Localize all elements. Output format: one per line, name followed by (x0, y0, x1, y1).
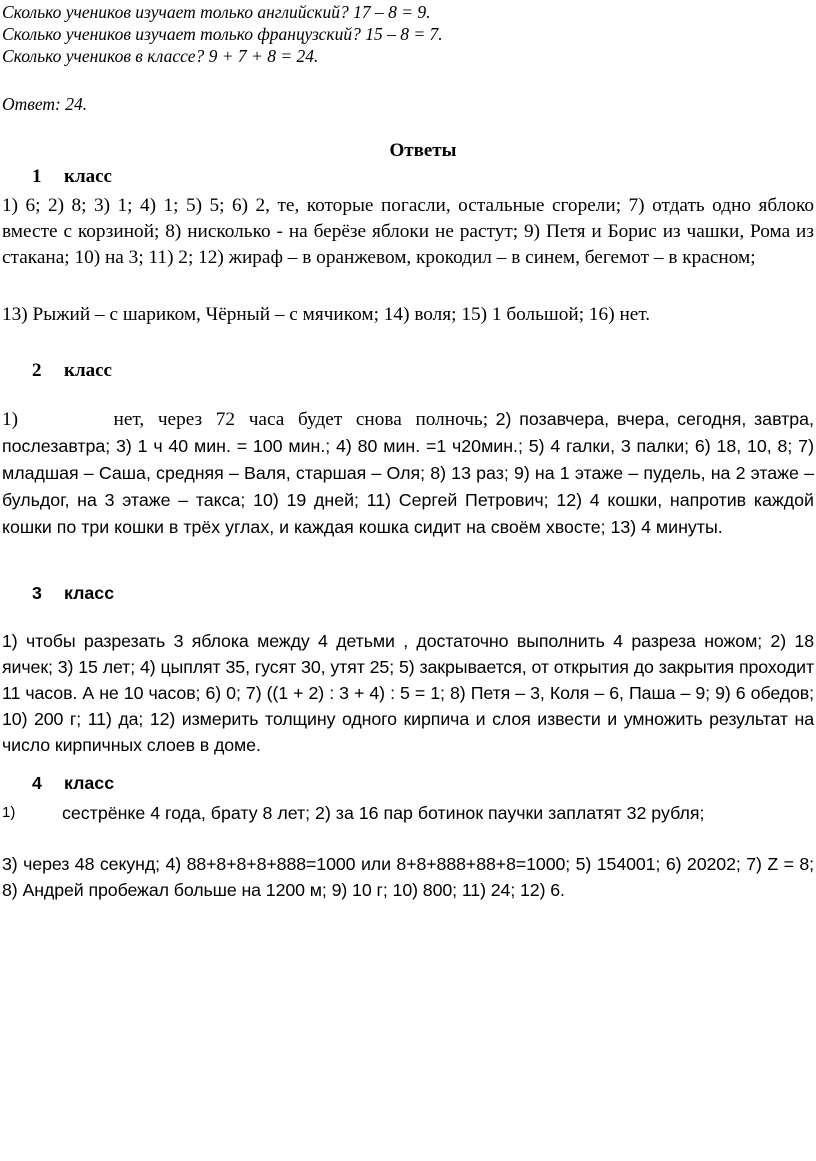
intro-line-3: Сколько учеников в классе? 9 + 7 + 8 = 24. (2, 46, 319, 66)
grade-1-number: 1 (32, 166, 42, 187)
grade-3-answers: 1) чтобы разрезать 3 яблока между 4 детьми , достаточно выполнить 4 разреза ножом; 2) 18 яичек; 3) 15 лет; 4) цыплят 35, гусят 30, утят 25; 5) закрывается, от открытия до закрытия проходит 11 часов. А не 10 часов; 6) 0; 7) ((1 + 2) : 3 + 4) : 5 = 1; 8) Петя – 3, Коля – 6, Паша – 9; 9) 6 обедов; 10) 200 г; 11) да; 12) измерить толщину одного кирпича и слоя извести и умножить результат на число кирпичных слоев в доме. (2, 631, 814, 755)
grade-2-answers (2, 406, 814, 541)
grade-1-answers-cont: 13) Рыжий – с шариком, Чёрный – с мячиком; 14) воля; 15) 1 большой; 16) нет. (2, 304, 651, 325)
grade-4-label: класс (64, 773, 115, 793)
grade-2-label: класс (64, 360, 112, 381)
grade-4-answers: 3) через 48 секунд; 4) 88+8+8+8+888=1000 или 8+8+888+88+8=1000; 5) 154001; 6) 20202; 7) Z = 8; 8) Андрей пробежал больше на 1200 м; 9) 10 г; 10) 800; 11) 24; 12) 6. (2, 854, 814, 900)
grade-4-item-marker: 1) (2, 804, 16, 821)
grade-3-number: 3 (32, 583, 42, 603)
grade-2-number: 2 (32, 360, 42, 381)
grade-2-answer-1: 1) нет, через 72 часа будет снова полночь; (2, 409, 489, 430)
grade-4-item-text: сестрёнке 4 года, брату 8 лет; 2) за 16 пар ботинок паучки заплатят 32 рубля; (62, 803, 705, 823)
grade-4-number: 4 (32, 773, 42, 793)
grade-2-answers-rest: 2) позавчера, вчера, сегодня, завтра, послезавтра; 3) 1 ч 40 мин. = 100 мин.; 4) 80 мин. =1 ч20мин.; 5) 4 галки, 3 палки; 6) 18, 10, 8; 7) младшая – Саша, средняя – Валя, старшая – Оля; 8) 13 раз; 9) на 1 этаже – пудель, на 2 этаже – бульдог, на 3 этаже – такса; 10) 19 дней; 11) Сергей Петрович; 12) 4 кошки, напротив каждой кошки по три кошки в трёх углах, и каждая кошка сидит на своём хвосте; 13) 4 минуты. (2, 409, 814, 537)
grade-1-label: класс (64, 166, 112, 187)
answers-title: Ответы (389, 140, 457, 161)
grade-1-answers: 1) 6; 2) 8; 3) 1; 4) 1; 5) 5; 6) 2, те, которые погасли, остальные сгорели; 7) отдать одно яблоко вместе с корзиной; 8) нисколько - на берёзе яблоки не растут; 9) Петя и Борис из чашки, Рома из стакана; 10) на 3; 11) 2; 12) жираф – в оранжевом, крокодил – в синем, бегемот – в красном; (2, 195, 814, 268)
intro-line-1: Сколько учеников изучает только английский? 17 – 8 = 9. (2, 2, 431, 22)
intro-line-2: Сколько учеников изучает только французский? 15 – 8 = 7. (2, 24, 443, 44)
grade-3-label: класс (64, 583, 115, 603)
intro-answer: Ответ: 24. (2, 94, 88, 114)
